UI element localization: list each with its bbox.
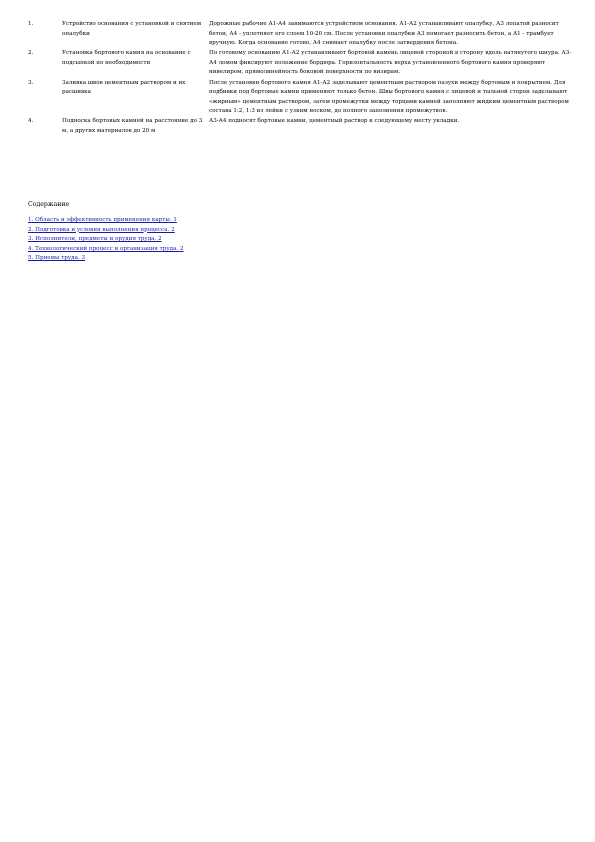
toc-item <box>28 254 184 264</box>
toc-link[interactable]: 1. Область и эффективность применения карты. 1 <box>28 217 177 223</box>
table-row <box>28 117 573 137</box>
step-number: 4. <box>28 118 34 125</box>
step-operation: Устройство основания с установкой и снятием опалубки <box>62 21 202 37</box>
step-description: Дорожные рабочие А1-А4 занимаются устройством основания. А1-А2 устанавливают опалубку, А3 лопатой разносит бетон, А4 - уплотняет его слоем 10-20 см. После установки опалубки А3 помогает разносить бетон, а А1 - трамбует вручную. Когда основание готово, А4 снимает опалубку после затвердения бетона. <box>209 21 559 47</box>
process-steps-body <box>28 20 573 137</box>
toc-link[interactable]: 3. Исполнители, предметы и орудия труда. 2 <box>28 236 162 243</box>
table-row <box>28 79 573 118</box>
toc-item <box>28 216 184 226</box>
toc-link[interactable]: 4. Технологический процесс и организация труда. 2 <box>28 245 184 252</box>
step-description: А3-А4 подносят бортовые камни, цементный раствор к следующему месту укладки. <box>209 118 460 125</box>
table-of-contents <box>28 216 184 264</box>
step-operation: Подноска бортовых камней на расстояние до 3 м, а других материалов до 20 м <box>62 118 203 135</box>
step-description: По готовому основанию А1-А2 устанавливают бортовой камень лицевой стороной в сторону вдоль натянутого шнура. А3-А4 ломом фиксируют положение бордюра. Горизонтальность верха установленного бортового камня проверяют нивелиром, прямолинейность боковой поверхности по визирам. <box>209 50 572 76</box>
toc-link[interactable]: 5. Приемы труда. 3 <box>28 255 86 262</box>
table-row <box>28 20 573 49</box>
step-number: 1. <box>28 21 34 27</box>
step-description: После установки бортового камня А1-А2 заделывают цементным раствором пазухи между бортовым и покрытием. Для подбивки под бортовые камни применяют только бетон. Швы бортового камня с лицевой и тыльной сторон заделывают «жирным» цементным раствором, затем промежутки между торцами камней заполняют жидким цементным раствором состава 1:2, 1:3 из лейки с узким носком, до полного заполнения промежутков. <box>209 79 569 115</box>
toc-item <box>28 235 184 245</box>
step-number: 2. <box>28 50 34 57</box>
toc-title: Содержание <box>28 201 70 208</box>
table-row <box>28 49 573 78</box>
step-operation: Заливка швов цементным раствором и их расшивка <box>62 79 186 96</box>
toc-link[interactable]: 2. Подготовка и условия выполнения процесса. 2 <box>28 226 175 233</box>
toc-item <box>28 245 184 255</box>
toc-item <box>28 226 184 236</box>
step-operation: Установка бортового камня на основание с подсыпкой по необходимости <box>62 50 191 66</box>
step-number: 3. <box>28 79 34 86</box>
process-steps-table <box>28 20 573 137</box>
